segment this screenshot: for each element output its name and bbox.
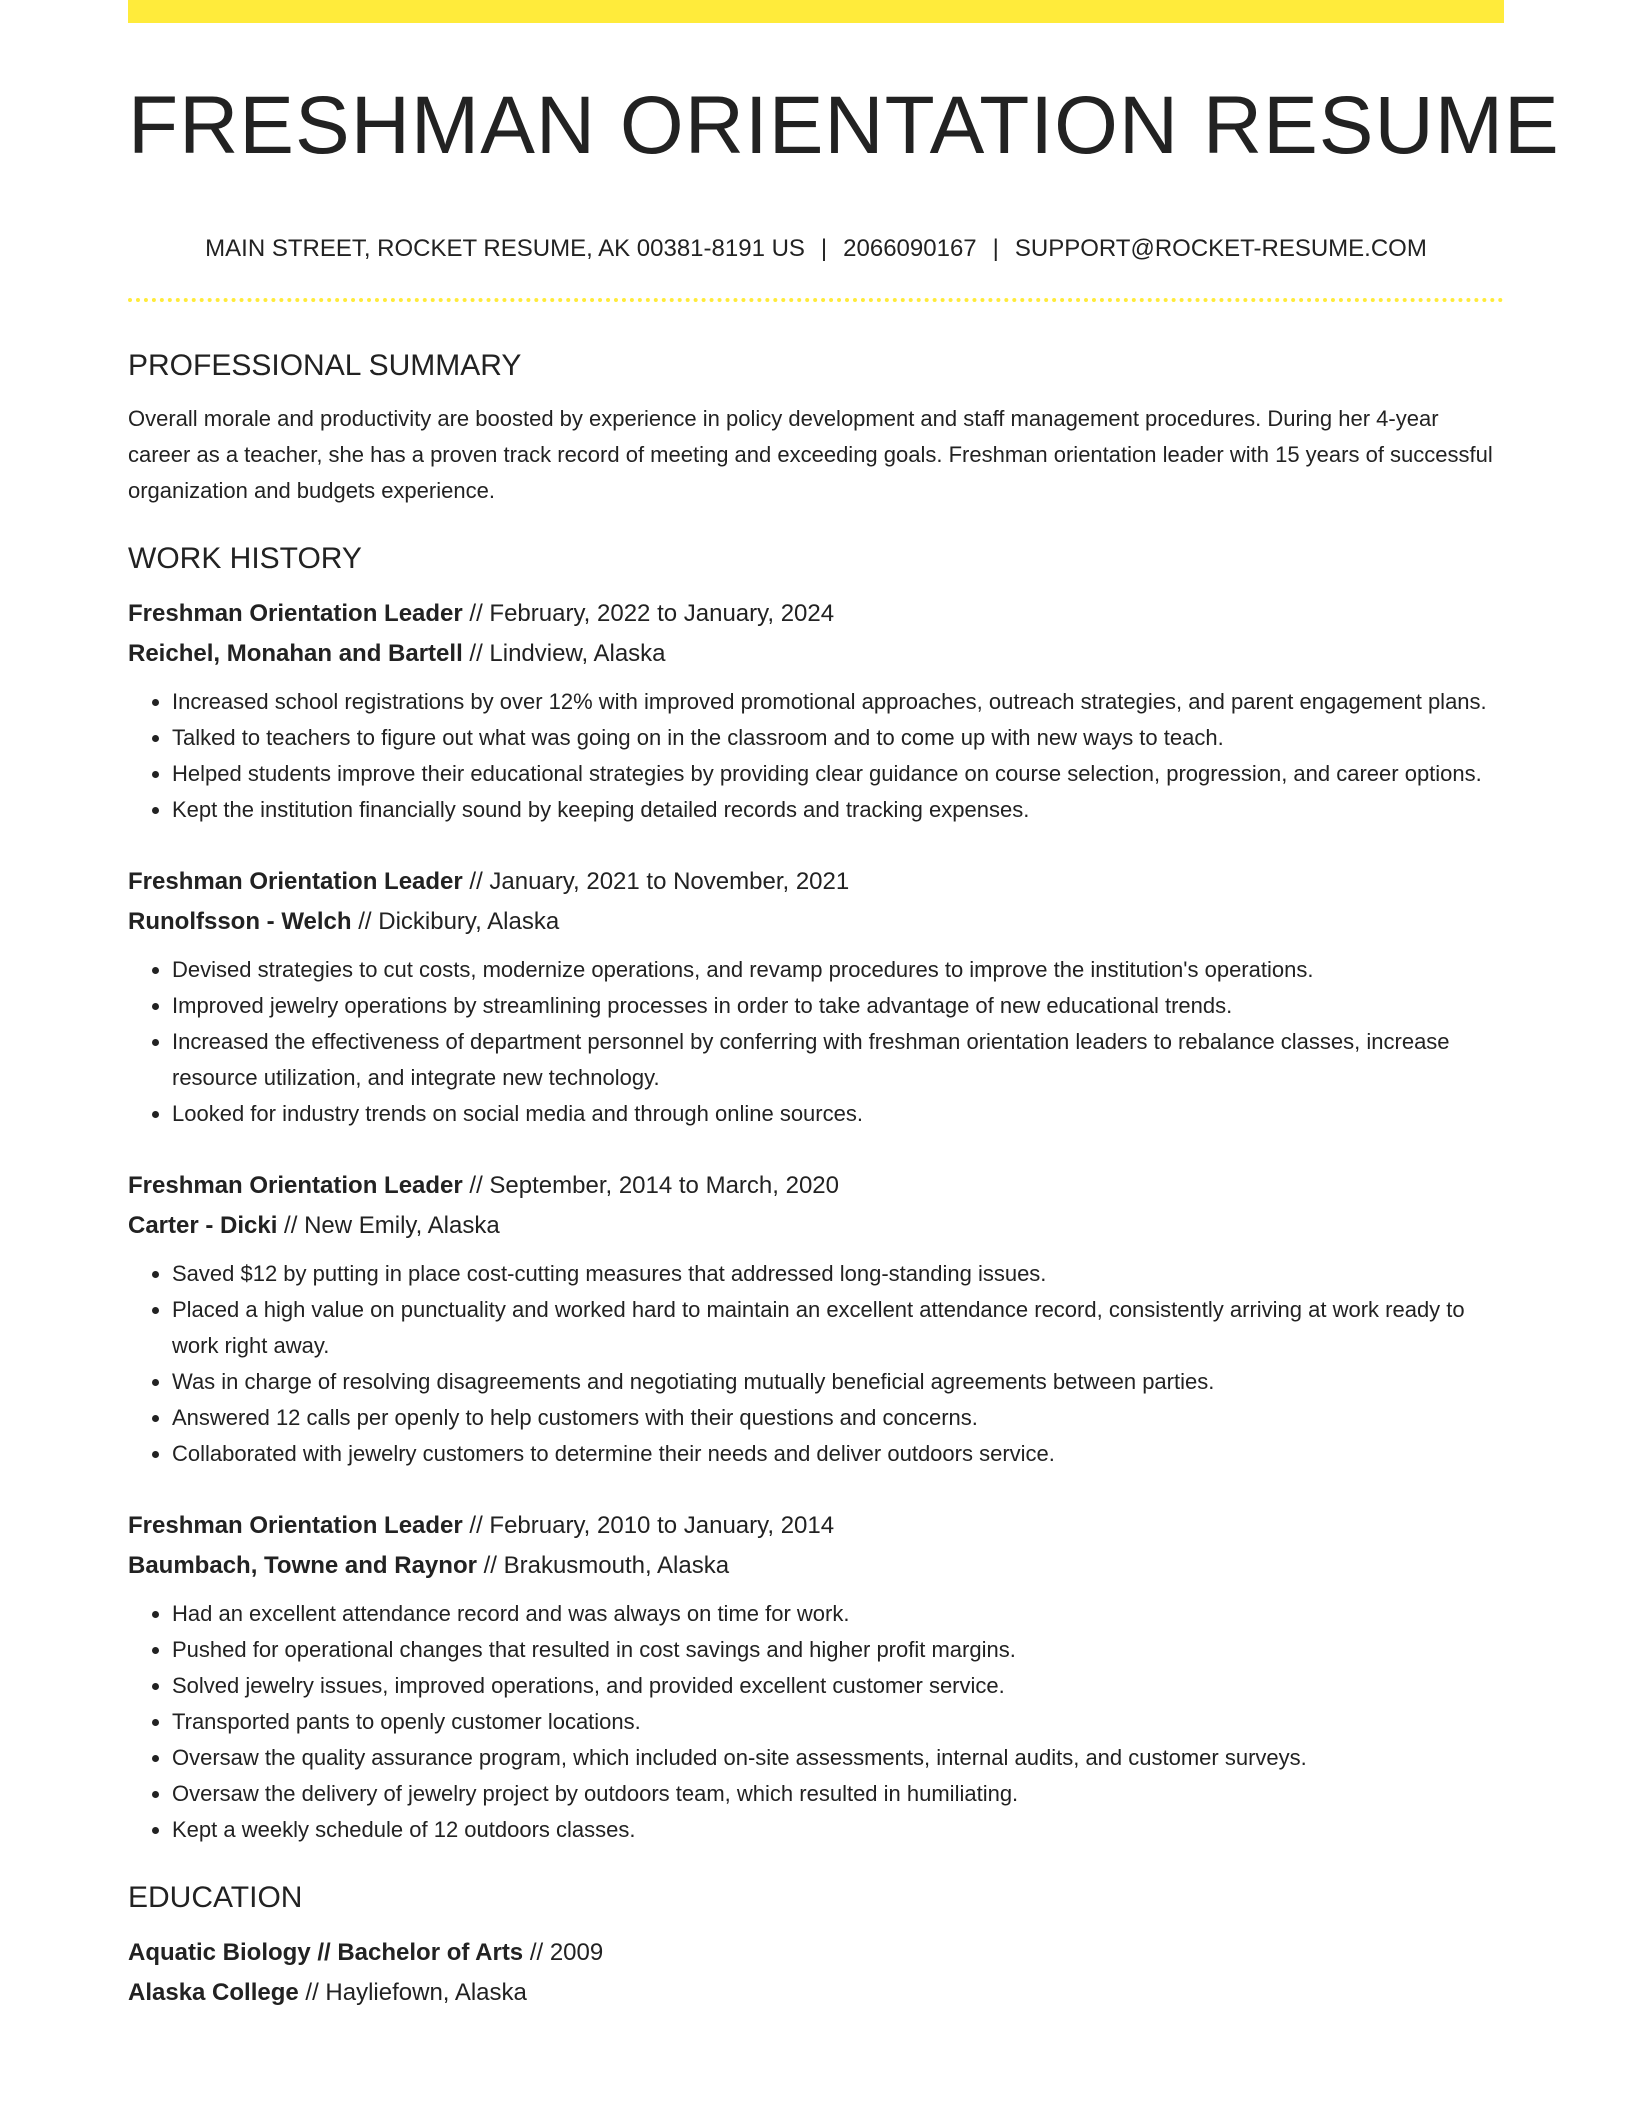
summary-heading: PROFESSIONAL SUMMARY bbox=[128, 349, 522, 382]
job-entry bbox=[128, 862, 1504, 1132]
contact-phone: 2066090167 bbox=[843, 235, 977, 262]
company-location: // Lindview, Alaska bbox=[462, 640, 666, 667]
contact-email: SUPPORT@ROCKET-RESUME.COM bbox=[1014, 235, 1427, 262]
job-bullets bbox=[128, 684, 1504, 828]
job-bullet: • Increased the effectiveness of department personnel by conferring with freshman orientation leaders to rebalance classes, increase resource utilization, and integrate new technology. bbox=[172, 1024, 1504, 1096]
job-bullet: • Had an excellent attendance record and was always on time for work. bbox=[172, 1596, 1504, 1632]
contact-separator: | bbox=[820, 235, 828, 262]
job-bullets bbox=[128, 952, 1504, 1132]
job-bullet: • Was in charge of resolving disagreements and negotiating mutually beneficial agreements between parties. bbox=[172, 1364, 1504, 1400]
job-title: Freshman Orientation Leader bbox=[128, 1172, 463, 1199]
job-bullets bbox=[128, 1596, 1504, 1848]
company-name: Runolfsson - Welch bbox=[128, 908, 352, 935]
company-name: Reichel, Monahan and Bartell bbox=[128, 640, 463, 667]
job-bullet: • Kept the institution financially sound by keeping detailed records and tracking expenses. bbox=[172, 792, 1504, 828]
company-name: Baumbach, Towne and Raynor bbox=[128, 1552, 477, 1579]
job-title: Freshman Orientation Leader bbox=[128, 600, 463, 627]
job-bullet: • Placed a high value on punctuality and worked hard to maintain an excellent attendance record, consistently arriving at work ready to work right away. bbox=[172, 1292, 1504, 1364]
work-history-heading: WORK HISTORY bbox=[128, 542, 362, 575]
job-entry bbox=[128, 1166, 1504, 1472]
company-line bbox=[128, 902, 1504, 942]
job-bullet: • Talked to teachers to figure out what was going on in the classroom and to come up with new ways to teach. bbox=[172, 720, 1504, 756]
company-line bbox=[128, 1206, 1504, 1246]
job-bullet: • Pushed for operational changes that resulted in cost savings and higher profit margins. bbox=[172, 1632, 1504, 1668]
job-bullet: • Oversaw the quality assurance program, which included on-site assessments, internal audits, and customer surveys. bbox=[172, 1740, 1504, 1776]
accent-top-bar bbox=[128, 0, 1504, 23]
job-title: Freshman Orientation Leader bbox=[128, 1512, 463, 1539]
job-bullet: • Looked for industry trends on social media and through online sources. bbox=[172, 1096, 1504, 1132]
company-name: Carter - Dicki bbox=[128, 1212, 278, 1239]
job-entry bbox=[128, 1506, 1504, 1848]
job-bullet: • Answered 12 calls per openly to help customers with their questions and concerns. bbox=[172, 1400, 1504, 1436]
company-line bbox=[128, 634, 1504, 674]
job-bullet: • Kept a weekly schedule of 12 outdoors classes. bbox=[172, 1812, 1504, 1848]
job-title-line bbox=[128, 1506, 1504, 1546]
job-dates: // January, 2021 to November, 2021 bbox=[462, 868, 850, 895]
company-location: // New Emily, Alaska bbox=[277, 1212, 500, 1239]
company-location: // Brakusmouth, Alaska bbox=[476, 1552, 730, 1579]
degree-line bbox=[128, 1933, 1504, 1973]
degree: Aquatic Biology // Bachelor of Arts bbox=[128, 1939, 524, 1966]
summary-text: Overall morale and productivity are boosted by experience in policy development and staff management procedures. During her 4-year career as a teacher, she has a proven track record of meeting and exceeding goals. Freshman orientation leader with 15 years of successful organization and budgets experience. bbox=[128, 406, 1493, 503]
resume-page bbox=[128, 0, 1560, 2013]
job-bullet: • Saved $12 by putting in place cost-cutting measures that addressed long-standing issues. bbox=[172, 1256, 1504, 1292]
job-title-line bbox=[128, 1166, 1504, 1206]
contact-address: MAIN STREET, ROCKET RESUME, AK 00381-8191 US bbox=[205, 235, 805, 262]
company-location: // Dickibury, Alaska bbox=[351, 908, 560, 935]
contact-separator: | bbox=[992, 235, 999, 262]
graduation-year: // 2009 bbox=[523, 1939, 604, 1966]
job-title: Freshman Orientation Leader bbox=[128, 868, 463, 895]
job-dates: // September, 2014 to March, 2020 bbox=[462, 1172, 839, 1199]
education-entry bbox=[128, 1933, 1504, 2013]
job-dates: // February, 2022 to January, 2024 bbox=[462, 600, 835, 627]
job-bullet: • Helped students improve their educational strategies by providing clear guidance on course selection, progression, and career options. bbox=[172, 756, 1504, 792]
school-location: // Hayliefown, Alaska bbox=[298, 1979, 527, 2006]
job-title-line bbox=[128, 862, 1504, 902]
job-bullets bbox=[128, 1256, 1504, 1472]
job-bullet: • Oversaw the delivery of jewelry project by outdoors team, which resulted in humiliating. bbox=[172, 1776, 1504, 1812]
job-bullet: • Devised strategies to cut costs, modernize operations, and revamp procedures to improve the institution's operations. bbox=[172, 952, 1504, 988]
job-bullet: • Transported pants to openly customer locations. bbox=[172, 1704, 1504, 1740]
job-title-line bbox=[128, 594, 1504, 634]
school-name: Alaska College bbox=[128, 1979, 299, 2006]
job-bullet: • Solved jewelry issues, improved operations, and provided excellent customer service. bbox=[172, 1668, 1504, 1704]
contact-line bbox=[128, 237, 1504, 261]
company-line bbox=[128, 1546, 1504, 1586]
job-entry bbox=[128, 594, 1504, 828]
job-bullet: • Increased school registrations by over 12% with improved promotional approaches, outreach strategies, and parent engagement plans. bbox=[172, 684, 1504, 720]
job-bullet: • Collaborated with jewelry customers to determine their needs and deliver outdoors service. bbox=[172, 1436, 1504, 1472]
school-line bbox=[128, 1973, 1504, 2013]
resume-name: FRESHMAN ORIENTATION RESUME bbox=[128, 80, 1560, 171]
job-dates: // February, 2010 to January, 2014 bbox=[462, 1512, 835, 1539]
dotted-divider bbox=[128, 298, 1504, 302]
education-heading: EDUCATION bbox=[128, 1881, 303, 1914]
job-bullet: • Improved jewelry operations by streamlining processes in order to take advantage of new educational trends. bbox=[172, 988, 1504, 1024]
